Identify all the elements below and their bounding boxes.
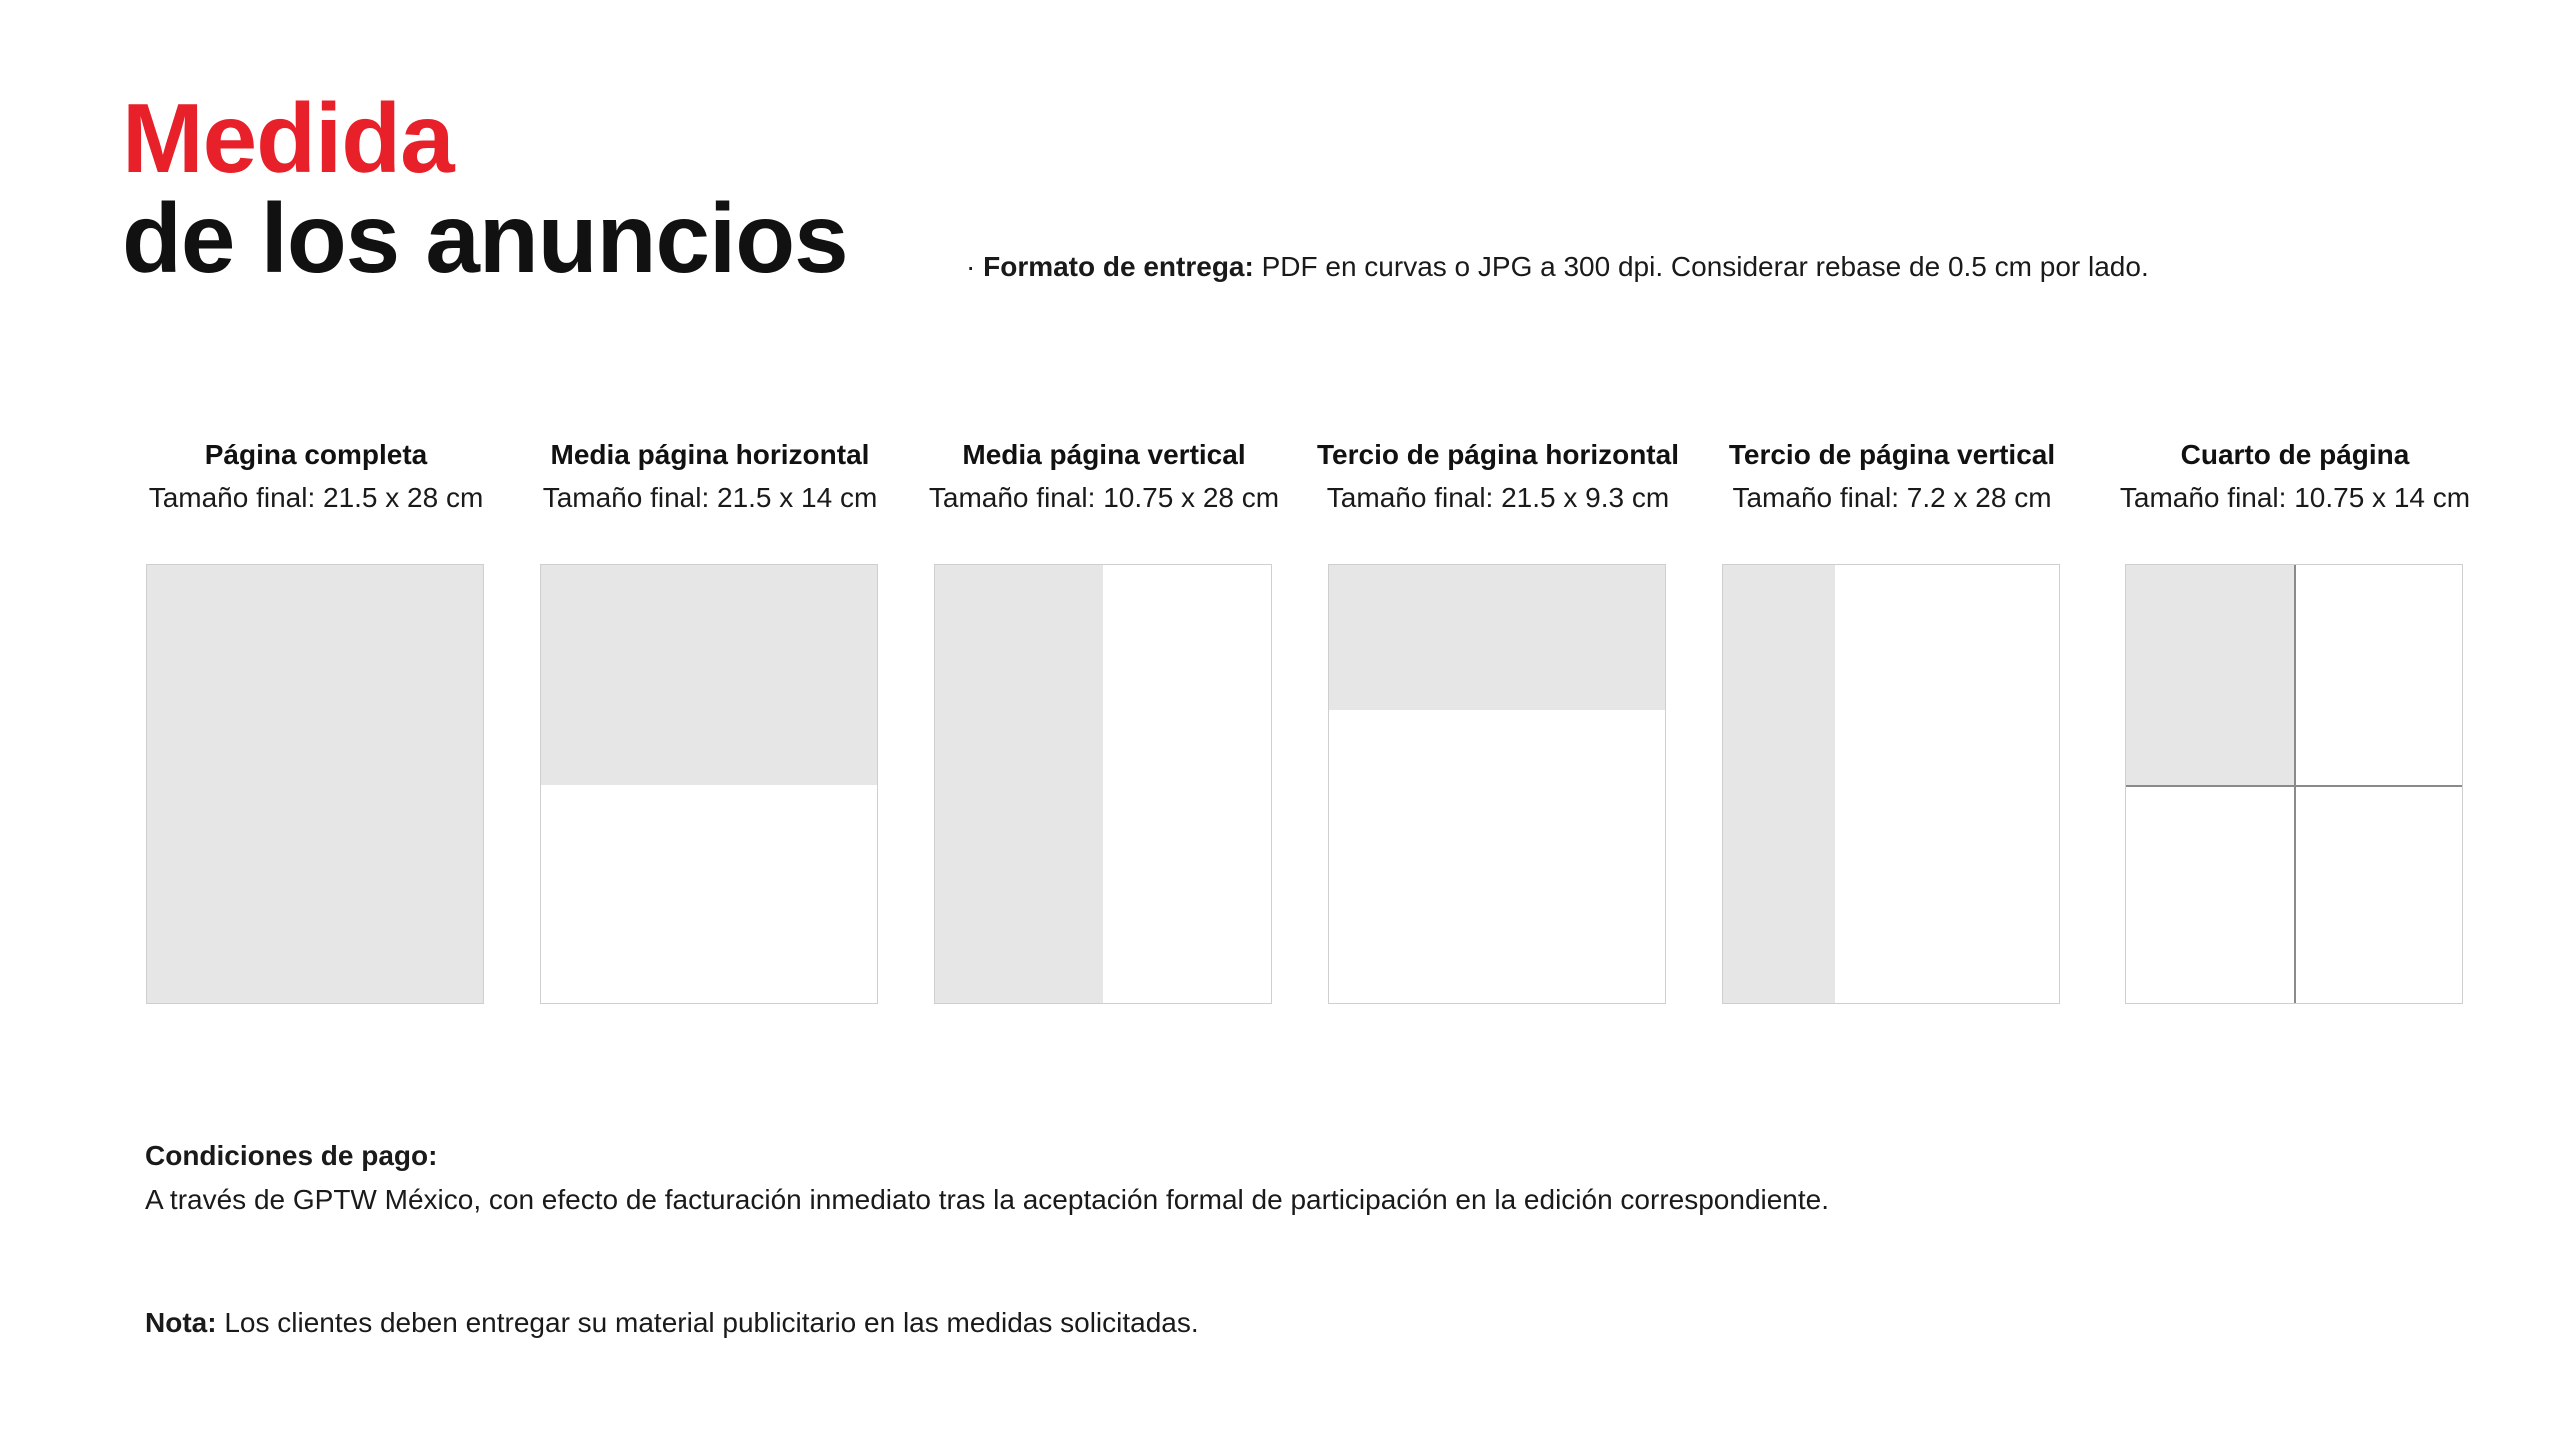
payment-text: A través de GPTW México, con efecto de facturación inmediato tras la aceptación formal de participación en la edición correspondiente. <box>145 1184 1830 1215</box>
ad-area-fill <box>2126 565 2294 785</box>
ad-size: Tamaño final: 10.75 x 28 cm <box>928 482 1280 513</box>
quarter-divider-vertical <box>2294 565 2296 1003</box>
ad-name: Tercio de página horizontal <box>1317 439 1679 470</box>
ad-label-full-page <box>106 438 526 515</box>
note-label: Nota: <box>145 1307 217 1338</box>
ad-label-quarter-page <box>2085 438 2505 515</box>
ad-diagram-quarter-page <box>2125 564 2463 1004</box>
title-line-1: Medida <box>122 83 454 193</box>
quarter-divider-horizontal <box>2126 785 2462 787</box>
ad-area-fill <box>541 565 877 785</box>
ad-diagram-third-horizontal <box>1328 564 1666 1004</box>
ad-name: Cuarto de página <box>2180 439 2410 470</box>
ad-diagram-half-vertical <box>934 564 1272 1004</box>
ad-size: Tamaño final: 10.75 x 14 cm <box>2119 482 2471 513</box>
ad-label-third-vertical <box>1682 438 2102 515</box>
ad-name: Media página horizontal <box>550 439 870 470</box>
ad-area-fill <box>1723 565 1835 1003</box>
payment-conditions <box>145 1134 1829 1222</box>
ad-name: Tercio de página vertical <box>1728 439 2056 470</box>
ad-size: Tamaño final: 7.2 x 28 cm <box>1732 482 2052 513</box>
ad-area-fill <box>147 565 483 1003</box>
ad-label-third-horizontal <box>1288 438 1708 515</box>
ad-diagram-full-page <box>146 564 484 1004</box>
client-note <box>145 1306 1199 1340</box>
note-text: Los clientes deben entregar su material publicitario en las medidas solicitadas. <box>216 1307 1199 1338</box>
ad-diagram-third-vertical <box>1722 564 2060 1004</box>
ad-name: Media página vertical <box>962 439 1246 470</box>
ad-size: Tamaño final: 21.5 x 9.3 cm <box>1326 482 1670 513</box>
ad-label-half-vertical <box>894 438 1314 515</box>
ad-name: Página completa <box>204 439 428 470</box>
ad-label-half-horizontal <box>500 438 920 515</box>
title-line-2: de los anuncios <box>122 183 848 293</box>
payment-heading: Condiciones de pago: <box>145 1140 438 1171</box>
ad-area-fill <box>935 565 1103 1003</box>
ad-size: Tamaño final: 21.5 x 14 cm <box>542 482 878 513</box>
ad-area-fill <box>1329 565 1665 710</box>
format-note-label: Formato de entrega: <box>983 251 1254 282</box>
format-note-bullet: · <box>966 251 984 282</box>
ad-diagram-half-horizontal <box>540 564 878 1004</box>
format-note-text: PDF en curvas o JPG a 300 dpi. Considerar rebase de 0.5 cm por lado. <box>1253 251 2149 282</box>
ad-size: Tamaño final: 21.5 x 28 cm <box>148 482 484 513</box>
